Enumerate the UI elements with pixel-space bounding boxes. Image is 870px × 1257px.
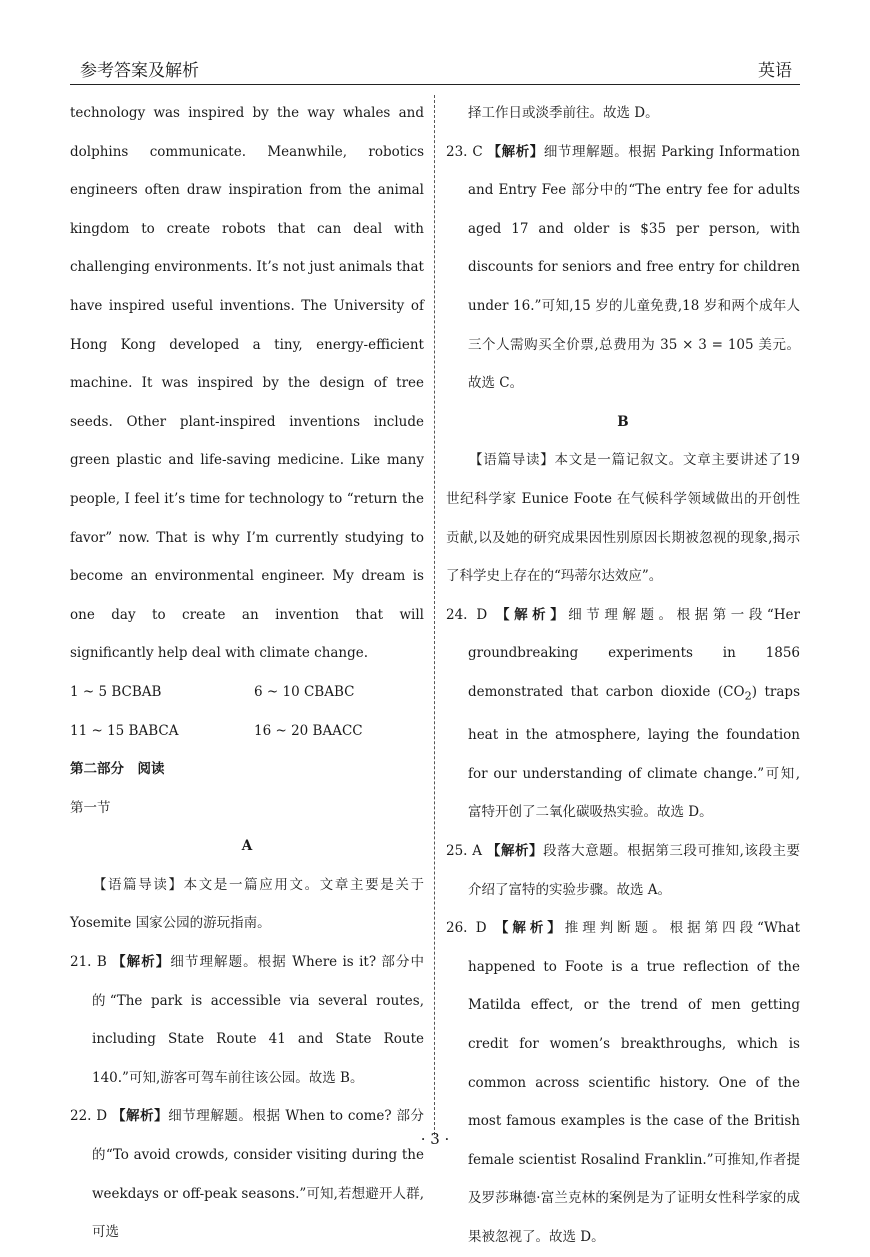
- column-divider: [434, 95, 435, 1135]
- question-number: 23. C: [446, 143, 483, 160]
- header-title: 参考答案及解析: [80, 61, 199, 81]
- section-heading: 第一节: [70, 799, 111, 816]
- explanation-text: 细节理解题。根据 When to come? 部分的“To avoid crowds, consider visiting during the weekdays or off-peak seasons.”可知,若想避开人群,可选: [92, 1108, 424, 1241]
- question-explanation: [446, 832, 800, 909]
- question-number: 22. D: [70, 1108, 108, 1125]
- answer-row: [70, 712, 424, 751]
- question-explanation: [70, 1097, 424, 1251]
- question-number: 24. D: [446, 606, 488, 623]
- answer-group: 1 ~ 5 BCBAB: [70, 683, 162, 700]
- explanation-text: 细节理解题。根据 Where is it? 部分中的“The park is accessible via several routes, including State Route 41 and State Route 140.”可知,游客可驾车前往该公园。故选 B。: [92, 954, 425, 1086]
- passage-intro: 【语篇导读】本文是一篇记叙文。文章主要讲述了19 世纪科学家 Eunice Foote 在气候科学领域做出的开创性贡献,以及她的研究成果因性别原因长期被忽视的现象,揭示了科学史上存在的“玛蒂尔达效应”。: [446, 452, 800, 585]
- question-number: 21. B: [70, 954, 107, 971]
- subscript: 2: [744, 689, 752, 703]
- analysis-tag: 【解析】: [486, 842, 544, 859]
- passage-intro: 【语篇导读】本文是一篇应用文。文章主要是关于 Yosemite 国家公园的游玩指南。: [70, 876, 424, 932]
- question-explanation: [446, 909, 800, 1256]
- answer-group: 16 ~ 20 BAACC: [254, 722, 363, 739]
- left-column: [70, 94, 424, 1252]
- explanation-text: 细节理解题。根据 Parking Information and Entry Fee 部分中的“The entry fee for adults aged 17 and older is $35 per person, with discounts for seniors and free entry for children under 16.”可知,15 岁的儿童免费,18 岁和两个成年人三个人需购买全价票,总费用为 35 × 3 = 105 美元。故选 C。: [468, 143, 801, 392]
- analysis-tag: 【解析】: [112, 954, 171, 971]
- passage-continuation: technology was inspired by the way whales and dolphins communicate. Meanwhile, robotics engineers often draw inspiration from the animal kingdom to create robots that can deal with challenging environments. It’s not just animals that have inspired useful inventions. The University of Hong Kong developed a tiny, energy-efficient machine. It was inspired by the design of tree seeds. Other plant-inspired inventions include green plastic and life-saving medicine. Like many people, I feel it’s time for technology to “return the favor” now. That is why I’m currently studying to become an environmental engineer. My dream is one day to create an invention that will significantly help deal with climate change.: [70, 105, 424, 662]
- question-explanation: [446, 133, 800, 403]
- answer-group: 11 ~ 15 BABCA: [70, 722, 179, 739]
- header-subject: 英语: [758, 61, 792, 81]
- header-rule: [70, 84, 800, 85]
- question-explanation: [446, 596, 800, 832]
- explanation-text: 段落大意题。根据第三段可推知,该段主要介绍了富特的实验步骤。故选 A。: [468, 842, 801, 898]
- right-column: [446, 94, 800, 1257]
- answer-row: [70, 673, 424, 712]
- analysis-tag: 【解析】: [496, 606, 569, 623]
- passage-label: B: [617, 413, 629, 430]
- page-number: · 3 ·: [420, 1130, 450, 1148]
- passage-label: A: [241, 838, 253, 855]
- part-heading: 第二部分 阅读: [70, 761, 165, 778]
- analysis-tag: 【解析】: [111, 1108, 169, 1125]
- explanation-continuation: 择工作日或淡季前往。故选 D。: [468, 105, 659, 121]
- explanation-text: ) traps heat in the atmosphere, laying the foundation for our understanding of climate change.”可知,富特开创了二氧化碳吸热实验。故选 D。: [468, 683, 801, 821]
- question-number: 25. A: [446, 842, 483, 859]
- question-explanation: [70, 943, 424, 1097]
- analysis-tag: 【解析】: [487, 143, 544, 160]
- explanation-text: 细节理解题。根据第一段“Her groundbreaking experiments in 1856 demonstrated that carbon dioxide (CO: [468, 606, 801, 700]
- page-header: [70, 56, 800, 82]
- explanation-text: 推理判断题。根据第四段“What happened to Foote is a true reflection of the Matilda effect, or the trend of men getting credit for women’s breakthroughs, which is common across scientific history. One of the most famous examples is the case of the British female scientist Rosalind Franklin.”可推知,作者提及罗莎琳德·富兰克林的案例是为了证明女性科学家的成果被忽视了。故选 D。: [468, 920, 801, 1245]
- analysis-tag: 【解析】: [494, 920, 565, 937]
- answer-group: 6 ~ 10 CBABC: [254, 683, 355, 700]
- question-number: 26. D: [446, 920, 487, 937]
